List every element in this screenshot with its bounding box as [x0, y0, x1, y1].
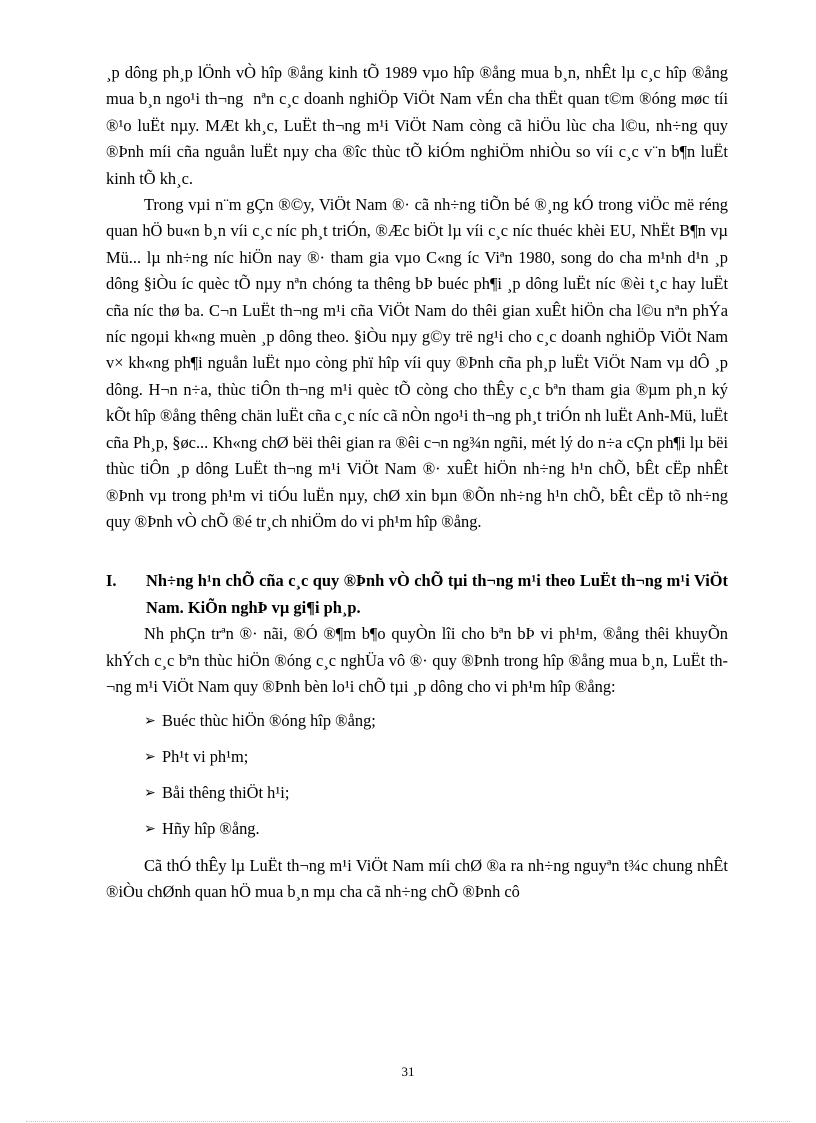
list-item-text: Båi thêng thiÖt h¹i;: [162, 782, 290, 802]
list-item: [144, 747, 728, 767]
list-item: [144, 711, 728, 731]
list-item-text: Buéc thùc hiÖn ®óng hîp ®ång;: [162, 710, 376, 730]
paragraph-intro: Nh phÇn trªn ®· nãi, ®Ó ®¶m b¶o quyÒn lîi cho bªn bÞ vi ph¹m, ®ång thêi khuyÕn khÝch c¸c bªn thùc hiÖn ®óng c¸c nghÜa vô ®· quy ®Þnh trong hîp ®ång mua b¸n, LuËt th¬ng m¹i ViÖt Nam quy ®Þnh bèn lo¹i chÕ tµi ¸p dông cho vi ph¹m hîp ®ång:: [106, 624, 728, 697]
arrow-bullet-icon: ➢: [144, 784, 156, 801]
arrow-bullet-icon: ➢: [144, 820, 156, 837]
list-item: [144, 819, 728, 839]
page-body: [106, 60, 728, 905]
arrow-bullet-icon: ➢: [144, 712, 156, 729]
page-bottom-divider: [26, 1121, 790, 1122]
list-item-text: Ph¹t vi ph¹m;: [162, 746, 249, 766]
paragraph-continuation: ¸p dông ph¸p lÖnh vÒ hîp ®ång kinh tÕ 1989 vµo hîp ®ång mua b¸n, nhÊt lµ c¸c hîp ®ång mua b¸n ngo¹i th¬ng nªn c¸c doanh nghiÖp ViÖt Nam vÉn cha thËt quan t©m ®óng møc tíi ®¹o luËt nµy. MÆt kh¸c, LuËt th¬ng m¹i ViÖt Nam còng cã hiÖu lùc cha l©u, nh÷ng quy ®Þnh míi cña nguån luËt nµy cha ®îc thùc tÕ kiÓm nghiÖm nhiÒu so víi c¸c v¨n b¶n luËt kinh tÕ kh¸c.: [106, 63, 728, 188]
list-item: [144, 783, 728, 803]
section-heading: [106, 567, 728, 621]
page-number: 31: [401, 1064, 415, 1079]
section-title: Nh÷ng h¹n chÕ cña c¸c quy ®Þnh vÒ chÕ tµi th¬ng m¹i theo LuËt th¬ng m¹i ViÖt Nam. KiÕn nghÞ vµ gi¶i ph¸p.: [146, 571, 728, 618]
section-number: I.: [106, 571, 117, 591]
bullet-list: [106, 711, 728, 839]
paragraph-closing: Cã thÓ thÊy lµ LuËt th¬ng m¹i ViÖt Nam míi chØ ®a ra nh÷ng nguyªn t¾c chung nhÊt ®iÒu chØnh quan hÖ mua b¸n mµ cha cã nh÷ng chÕ ®Þnh cô: [106, 855, 728, 901]
paragraph-body: Trong vµi n¨m gÇn ®©y, ViÖt Nam ®· cã nh÷ng tiÕn bé ®¸ng kÓ trong viÖc më réng quan hÖ bu«n b¸n víi c¸c níc ph¸t triÓn, ®Æc biÖt lµ víi c¸c níc thuéc khèi EU, NhËt B¶n vµ Mü... lµ nh÷ng níc hiÖn nay ®· tham gia vµo C«ng íc Viªn 1980, song do cha m¹nh d¹n ¸p dông §iÒu íc quèc tÕ nµy nªn chóng ta thêng bÞ buéc ph¶i ¸p dông luËt níc ®èi t¸c hay luËt cña níc thø ba. C¬n LuËt th¬ng m¹i cña ViÖt Nam do thêi gian xuÊt hiÖn cha l©u nªn phÝa níc ngoµi kh«ng muèn ¸p dông theo. §iÒu nµy g©y trë ng¹i cho c¸c doanh nghiÖp ViÖt Nam v× kh«ng ph¶i nguån luËt nµo còng phï hîp víi quy ®Þnh cña ph¸p luËt ViÖt Nam vµ dÔ ¸p dông. H¬n n÷a, thùc tiÔn th¬ng m¹i quèc tÕ còng cho thÊy c¸c bªn tham gia ®µm ph¸n ký kÕt hîp ®ång thêng chän luËt cña c¸c níc cã nÒn ngo¹i th¬ng ph¸t triÓn nh luËt Anh-Mü, luËt cña Ph¸p, §øc... Kh«ng chØ bëi thêi gian ra ®êi c¬n ng¾n ngñi, mét lý do n÷a cÇn ph¶i lµ bëi thùc tiÔn ¸p dông LuËt th¬ng m¹i ViÖt Nam ®· xuÊt hiÖn nh÷ng h¹n chÕ, bÊt cËp nhÊt ®Þnh vµ trong ph¹m vi tiÓu luËn nµy, chØ xin bµn ®Õn nh÷ng h¹n chÕ, bÊt cËp tõ nh÷ng quy ®Þnh vÒ chÕ ®é tr¸ch nhiÖm do vi ph¹m hîp ®ång.: [106, 195, 728, 531]
arrow-bullet-icon: ➢: [144, 748, 156, 765]
list-item-text: Hñy hîp ®ång.: [162, 818, 260, 838]
